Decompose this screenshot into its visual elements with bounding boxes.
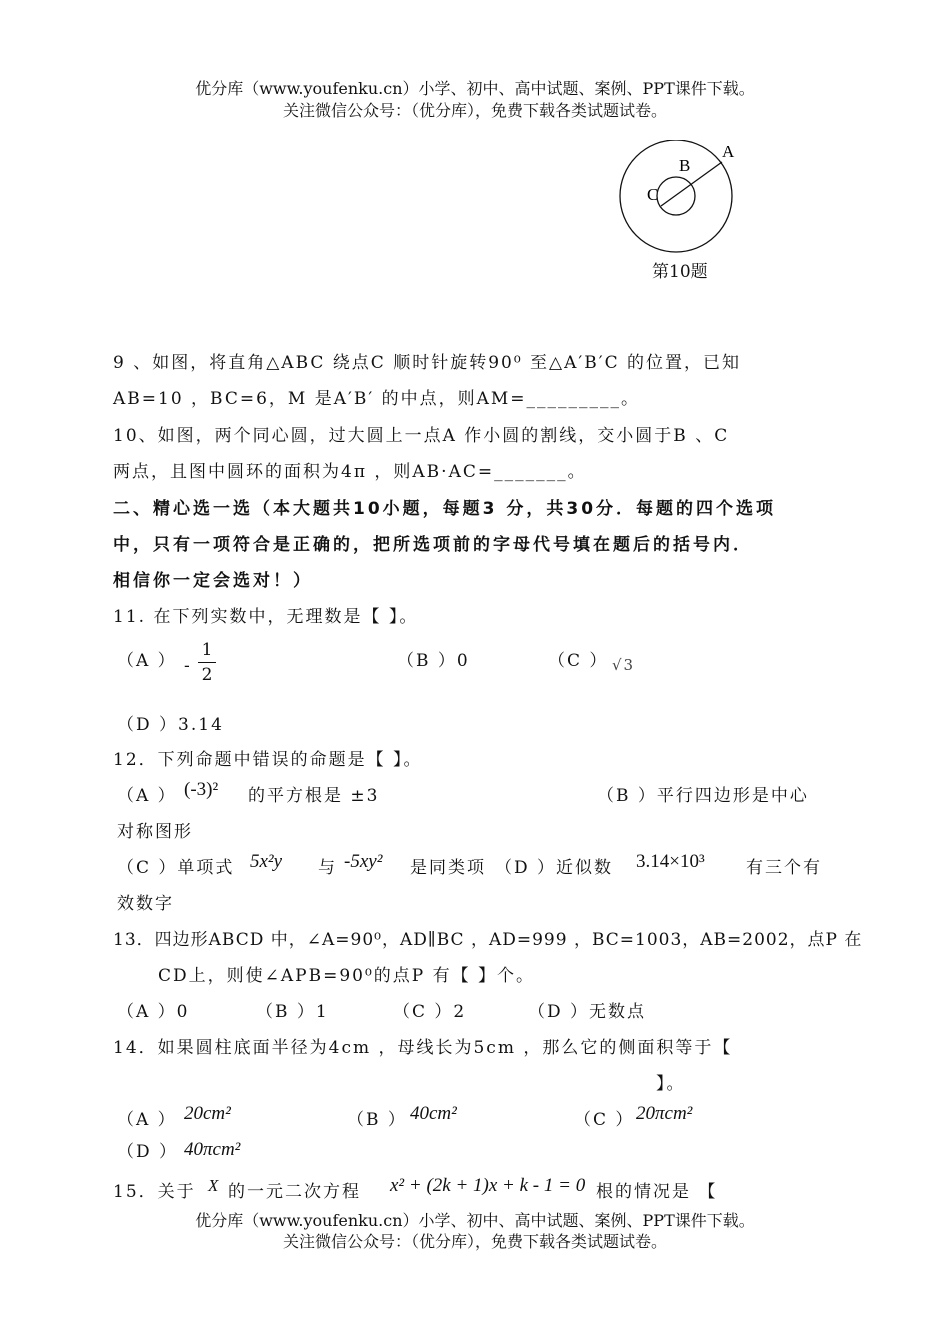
q14-line-2: 】。 <box>656 1074 686 1094</box>
q11-option-a-fraction <box>198 640 216 685</box>
q14-option-a-label: （A ） <box>117 1110 177 1130</box>
q12-option-a-expr: (-3)² <box>184 779 219 800</box>
q14-line-1: 14．如果圆柱底面半径为4cm ，母线长为5cm ，那么它的侧面积等于【 <box>113 1038 733 1058</box>
small-circle <box>657 177 695 215</box>
fraction-denominator: 2 <box>198 662 216 685</box>
large-circle <box>620 140 732 252</box>
q12-option-b: （B ）平行四边形是中心 <box>597 786 809 806</box>
q14-option-b-value: 40cm² <box>410 1103 457 1124</box>
q12-option-b-cont: 对称图形 <box>117 822 193 842</box>
q13-option-c: （C ）2 <box>393 1002 467 1022</box>
q15-variable: X <box>208 1176 219 1195</box>
q12-option-d-text: 有三个有 <box>746 858 822 878</box>
q11-option-c-value: √3 <box>612 656 636 674</box>
q12-option-d-label: （D ）近似数 <box>495 858 614 878</box>
footer-line-2: 关注微信公众号：（优分库），免费下载各类试题试卷。 <box>282 1232 667 1251</box>
q15-prefix: 15．关于 <box>113 1182 196 1202</box>
q12-option-a-text: 的平方根是 ±3 <box>248 786 380 806</box>
q15-equation: x² + (2k + 1)x + k - 1 = 0 <box>390 1175 586 1196</box>
q14-option-c-value: 20πcm² <box>636 1103 693 1124</box>
q10-line-2: 两点，且图中圆环的面积为4π ，则AB·AC=_______。 <box>113 462 587 482</box>
q9-line-2: AB=10 ，BC=6，M 是A′B′ 的中点，则AM=_________。 <box>113 389 641 409</box>
q13-option-d: （D ）无数点 <box>528 1002 647 1022</box>
section2-line-2: 中，只有一项符合是正确的，把所选项前的字母代号填在题后的括号内． <box>113 535 753 555</box>
q9-line-1: 9 、如图，将直角△ABC 绕点C 顺时针旋转90⁰ 至△A′B′C 的位置，已知 <box>113 353 742 373</box>
q13-line-2: CD上，则使∠APB=90⁰的点P 有【 】个。 <box>158 966 536 986</box>
fraction-numerator: 1 <box>201 640 213 660</box>
q13-line-1: 13．四边形ABCD 中，∠A=90⁰，AD∥BC ，AD=999 ，BC=1003，AB=2002，点P 在 <box>113 930 863 950</box>
q14-option-a-value: 20cm² <box>184 1103 231 1124</box>
q12-option-c-mid: 与 <box>318 858 337 878</box>
header-line-2: 关注微信公众号：（优分库），免费下载各类试题试卷。 <box>282 101 667 120</box>
q11-option-b: （B ）0 <box>397 651 470 671</box>
label-b: B <box>679 156 691 175</box>
q11-option-a-sign: - <box>184 656 192 676</box>
q15-mid: 的一元二次方程 <box>228 1182 361 1202</box>
header-line-1: 优分库（www.youfenku.cn）小学、初中、高中试题、案例、PPT课件下载。 <box>195 79 755 98</box>
q14-option-b-label: （B ） <box>347 1110 407 1130</box>
q12-option-a-label: （A ） <box>117 786 177 806</box>
q12-option-c-text: 是同类项 <box>410 858 486 878</box>
q14-option-c-label: （C ） <box>574 1110 635 1130</box>
q11-option-d: （D ）3.14 <box>117 715 224 735</box>
q10-line-1: 10、如图，两个同心圆，过大圆上一点A 作小圆的割线，交小圆于B 、C <box>113 426 730 446</box>
q14-option-d-value: 40πcm² <box>184 1139 241 1160</box>
q12-option-d-cont: 效数字 <box>117 894 174 914</box>
q12-option-c-expr1: 5x²y <box>250 851 283 872</box>
q11-stem: 11. 在下列实数中，无理数是【 】。 <box>113 607 419 627</box>
secant-line <box>661 162 722 206</box>
q12-option-c-label: （C ）单项式 <box>117 858 235 878</box>
q12-option-c-expr2: -5xy² <box>344 851 383 872</box>
q13-option-a: （A ）0 <box>117 1002 190 1022</box>
q13-option-b: （B ）1 <box>256 1002 329 1022</box>
q12-option-d-expr: 3.14×10³ <box>636 851 705 872</box>
label-a: A <box>722 142 735 161</box>
q15-suffix: 根的情况是 【 <box>596 1182 718 1202</box>
q14-option-d-label: （D ） <box>117 1142 179 1162</box>
figure-caption: 第10题 <box>652 262 708 282</box>
q11-option-c-label: （C ） <box>548 651 609 671</box>
section2-line-3: 相信你一定会选对！） <box>113 571 313 591</box>
q11-option-a-label: （A ） <box>117 651 177 671</box>
section2-line-1: 二、精心选一选（本大题共10小题，每题3 分，共30分．每题的四个选项 <box>113 499 777 519</box>
q12-stem: 12．下列命题中错误的命题是【 】。 <box>113 750 423 770</box>
label-c: C <box>647 185 659 204</box>
footer-line-1: 优分库（www.youfenku.cn）小学、初中、高中试题、案例、PPT课件下载。 <box>195 1211 755 1230</box>
